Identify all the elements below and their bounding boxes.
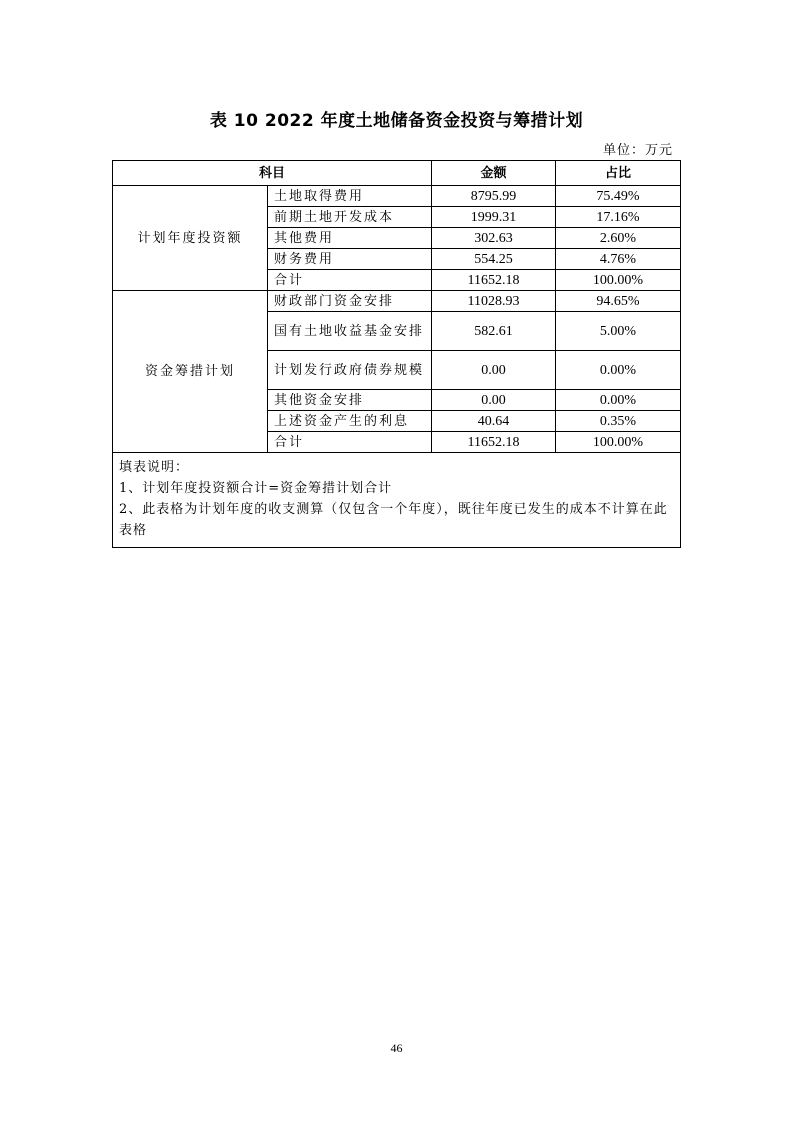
row-ratio: 100.00%: [556, 270, 681, 291]
row-ratio: 0.35%: [556, 411, 681, 432]
row-ratio: 0.00%: [556, 351, 681, 390]
row-ratio: 0.00%: [556, 390, 681, 411]
table-header-row: [113, 161, 681, 186]
row-amount: 11652.18: [432, 432, 556, 453]
row-item: 计划发行政府债券规模: [268, 351, 432, 390]
row-item: 财务费用: [268, 249, 432, 270]
row-amount: 8795.99: [432, 186, 556, 207]
header-subject: 科目: [113, 161, 432, 186]
row-amount: 582.61: [432, 312, 556, 351]
funding-table: [112, 160, 681, 548]
row-item: 国有土地收益基金安排: [268, 312, 432, 351]
row-item: 其他费用: [268, 228, 432, 249]
category-investment: 计划年度投资额: [113, 186, 268, 291]
row-amount: 302.63: [432, 228, 556, 249]
category-funding: 资金筹措计划: [113, 291, 268, 453]
row-amount: 0.00: [432, 390, 556, 411]
row-amount: 11028.93: [432, 291, 556, 312]
row-ratio: 17.16%: [556, 207, 681, 228]
unit-label: 单位：万元: [602, 143, 673, 158]
row-item: 土地取得费用: [268, 186, 432, 207]
notes-cell: [113, 453, 681, 548]
row-amount: 1999.31: [432, 207, 556, 228]
table-title: 表 10 2022 年度土地储备资金投资与筹措计划: [209, 111, 584, 131]
note-item: 1、计划年度投资额合计=资金筹措计划合计: [119, 481, 393, 496]
row-amount: 0.00: [432, 351, 556, 390]
table-row: [113, 291, 681, 312]
row-ratio: 100.00%: [556, 432, 681, 453]
notes-heading: 填表说明：: [119, 460, 190, 475]
row-amount: 40.64: [432, 411, 556, 432]
row-ratio: 75.49%: [556, 186, 681, 207]
header-ratio: 占比: [556, 161, 681, 186]
header-amount: 金额: [432, 161, 556, 186]
table-row: [113, 186, 681, 207]
row-amount: 554.25: [432, 249, 556, 270]
row-item: 前期土地开发成本: [268, 207, 432, 228]
row-amount: 11652.18: [432, 270, 556, 291]
row-item: 上述资金产生的利息: [268, 411, 432, 432]
row-ratio: 2.60%: [556, 228, 681, 249]
row-item: 其他资金安排: [268, 390, 432, 411]
row-ratio: 5.00%: [556, 312, 681, 351]
row-ratio: 94.65%: [556, 291, 681, 312]
note-item: 2、此表格为计划年度的收支测算（仅包含一个年度），既往年度已发生的成本不计算在此表格: [119, 502, 668, 538]
notes-row: [113, 453, 681, 548]
row-item: 财政部门资金安排: [268, 291, 432, 312]
page-number: 46: [390, 1041, 403, 1055]
row-ratio: 4.76%: [556, 249, 681, 270]
row-item: 合计: [268, 432, 432, 453]
row-item: 合计: [268, 270, 432, 291]
